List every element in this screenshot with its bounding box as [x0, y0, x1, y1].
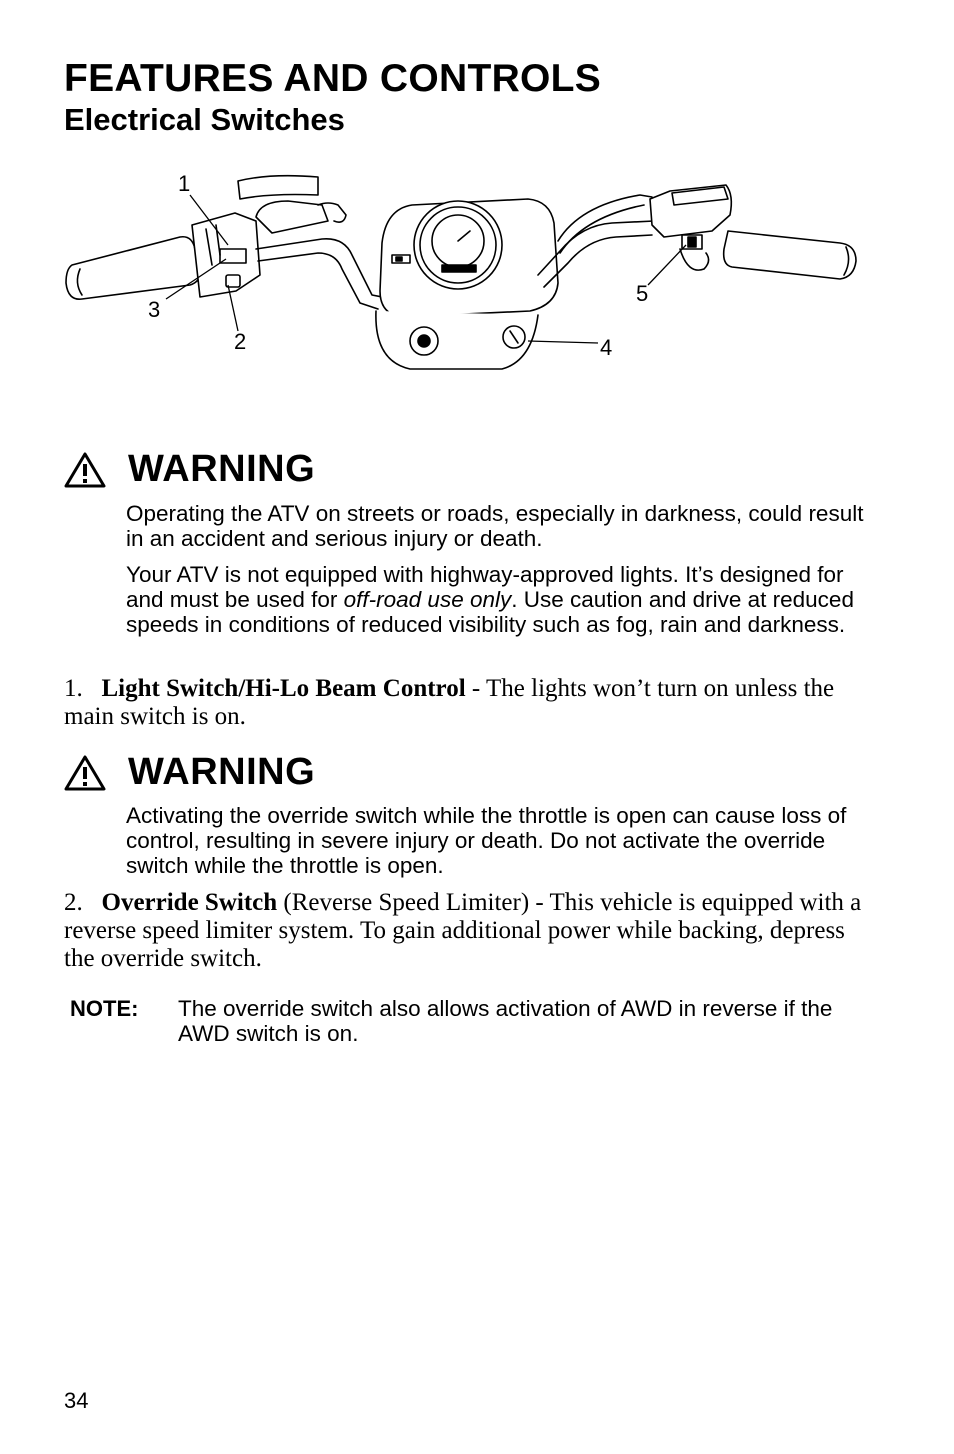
handlebar-diagram [60, 165, 870, 385]
warning-text-3: Activating the override switch while the throttle is open can cause loss of control, resulting in severe injury or death. Do not activate the override switch while the throttle is open. [126, 803, 847, 878]
warning-heading-1 [64, 448, 315, 491]
item-light-switch: 1. Light Switch/Hi-Lo Beam Control - The lights won’t turn on unless the main switch is on. [64, 675, 835, 730]
warning-triangle-icon [64, 452, 106, 488]
note-text: The override switch also allows activation of AWD in reverse if the AWD switch is on. [178, 996, 833, 1046]
page-title: FEATURES AND CONTROLS [64, 57, 602, 100]
warning-label: WARNING [128, 751, 316, 793]
warning-text-1: Operating the ATV on streets or roads, especially in darkness, could result in an accident and serious injury or death. [126, 501, 864, 551]
warning-text-2: Your ATV is not equipped with highway-approved lights. It’s designed for and must be used for off-road use only. Use caution and drive at reduced speeds in conditions of reduced visibility such as fog, rain and darkness. [126, 562, 854, 637]
callout-1: 1 [178, 171, 191, 196]
warning-heading-2 [64, 751, 315, 794]
section-subtitle: Electrical Switches [64, 102, 345, 137]
warning-label: WARNING [128, 448, 316, 490]
warning-triangle-icon [64, 755, 106, 791]
page-number: 34 [64, 1388, 89, 1413]
callout-3: 3 [148, 297, 161, 322]
item-override-switch: 2. Override Switch (Reverse Speed Limiter) - This vehicle is equipped with a reverse speed limiter system. To gain additional power while backing, depress the override switch. [64, 889, 862, 972]
callout-5: 5 [636, 281, 649, 306]
callout-2: 2 [234, 329, 247, 354]
callout-4: 4 [600, 335, 613, 360]
note-label: NOTE: [70, 996, 139, 1021]
